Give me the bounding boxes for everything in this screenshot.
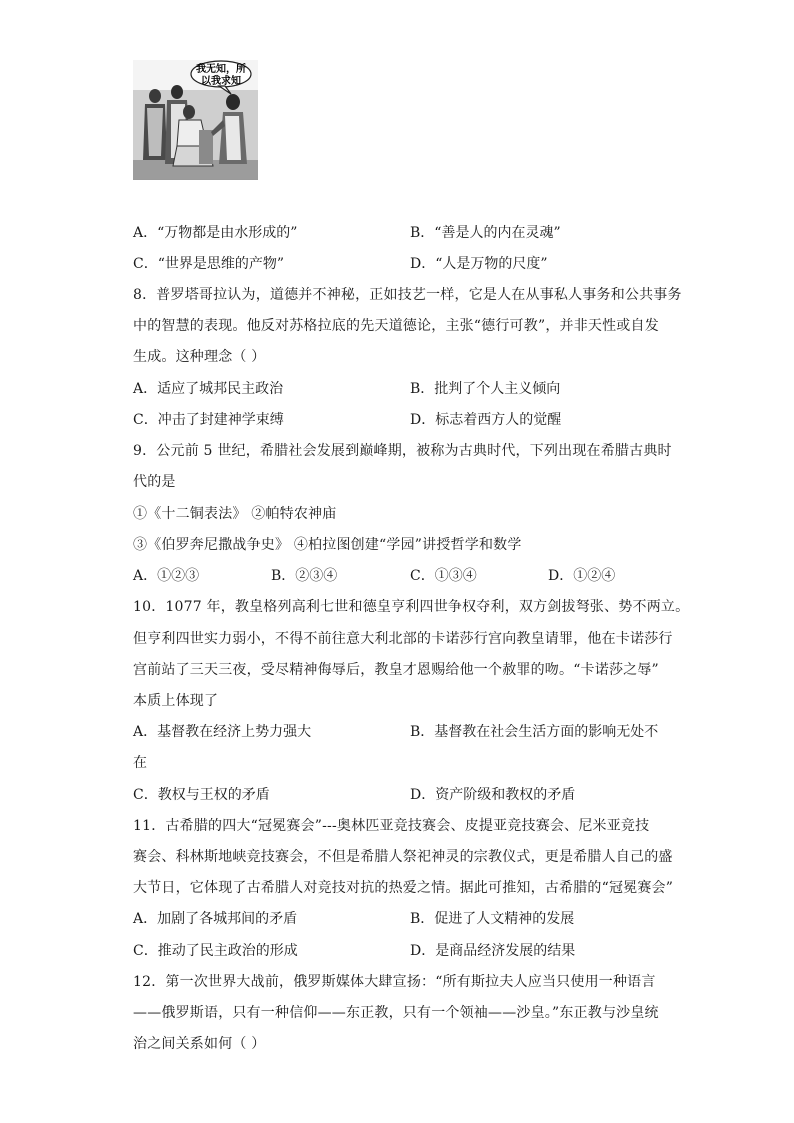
q11-option-c: C．推动了民主政治的形成 (133, 943, 298, 959)
q11-stem-line: 赛会、科林斯地峡竞技赛会，不但是希腊人祭祀神灵的宗教仪式，更是希腊人自己的盛 (133, 849, 673, 865)
q10-stem-line: 10．1077 年，教皇格列高利七世和德皇亨利四世争权夺利，双方剑拔弩张、势不两立。 (133, 599, 690, 615)
q10-stem-line: 但亨利四世实力弱小，不得不前往意大利北部的卡诺莎行宫向教皇请罪，他在卡诺莎行 (133, 631, 673, 647)
q9-stem-line: 9．公元前 5 世纪，希腊社会发展到巅峰期，被称为古典时代，下列出现在希腊古典时 (133, 443, 672, 459)
q12-stem-line: ——俄罗斯语，只有一种信仰——东正教，只有一个领袖——沙皇。”东正教与沙皇统 (133, 1005, 659, 1021)
q8-option-a: A．适应了城邦民主政治 (133, 381, 284, 397)
q11-option-a: A．加剧了各城邦间的矛盾 (133, 911, 298, 927)
q7-option-a: A．“万物都是由水形成的” (133, 225, 298, 241)
q8-stem-line: 8．普罗塔哥拉认为，道德并不神秘，正如技艺一样，它是人在从事私人事务和公共事务 (133, 287, 682, 303)
q8-stem-line: 中的智慧的表现。他反对苏格拉底的先天道德论，主张“德行可教”，并非天性或自发 (133, 318, 659, 334)
q12-stem-line: 12．第一次世界大战前，俄罗斯媒体大肆宣扬：“所有斯拉夫人应当只使用一种语言 (133, 974, 656, 990)
figure-divider (133, 179, 258, 180)
q9-stem-line: ①《十二铜表法》 ②帕特农神庙 (133, 506, 337, 522)
q12-stem-line: 治之间关系如何（ ） (133, 1036, 266, 1052)
q9-option-a: A．①②③ (133, 568, 200, 584)
q11-stem-line: 11．古希腊的四大“冠冕赛会”---奥林匹亚竞技赛会、皮提亚竞技赛会、尼米亚竞技 (133, 818, 650, 834)
q7-option-c: C．“世界是思维的产物” (133, 256, 285, 272)
q8-option-b: B．批判了个人主义倾向 (410, 381, 561, 397)
q10-option-b-continued: 在 (133, 755, 147, 771)
q7-option-b: B．“善是人的内在灵魂” (410, 225, 561, 241)
q7-option-d: D．“人是万物的尺度” (410, 256, 548, 272)
q11-stem-line: 大节日，它体现了古希腊人对竞技对抗的热爱之情。据此可推知，古希腊的“冠冕赛会” (133, 880, 674, 896)
q10-stem-line: 宫前站了三天三夜，受尽精神侮辱后，教皇才恩赐给他一个赦罪的吻。“卡诺莎之辱” (133, 662, 659, 678)
q10-option-d: D．资产阶级和教权的矛盾 (410, 787, 576, 803)
socrates-illustration (133, 60, 258, 180)
q9-option-d: D．①②④ (548, 568, 616, 584)
q8-stem-line: 生成。这种理念（ ） (133, 349, 266, 365)
q10-option-b: B．基督教在社会生活方面的影响无处不 (410, 724, 659, 740)
q10-option-c: C．教权与王权的矛盾 (133, 787, 270, 803)
q9-option-b: B．②③④ (271, 568, 338, 584)
q8-option-c: C．冲击了封建神学束缚 (133, 412, 284, 428)
q9-stem-line: ③《伯罗奔尼撒战争史》 ④柏拉图创建“学园”讲授哲学和数学 (133, 537, 522, 553)
speech-bubble-line-2: 以我求知 (201, 76, 241, 87)
q11-option-b: B．促进了人文精神的发展 (410, 911, 575, 927)
speech-bubble-line-1: 我无知，所 (196, 64, 246, 75)
q11-option-d: D．是商品经济发展的结果 (410, 943, 576, 959)
q9-option-c: C．①③④ (410, 568, 477, 584)
q8-option-d: D．标志着西方人的觉醒 (410, 412, 562, 428)
q10-option-a: A．基督教在经济上势力强大 (133, 724, 312, 740)
q9-stem-line: 代的是 (133, 474, 176, 490)
q10-stem-line: 本质上体现了 (133, 693, 219, 709)
